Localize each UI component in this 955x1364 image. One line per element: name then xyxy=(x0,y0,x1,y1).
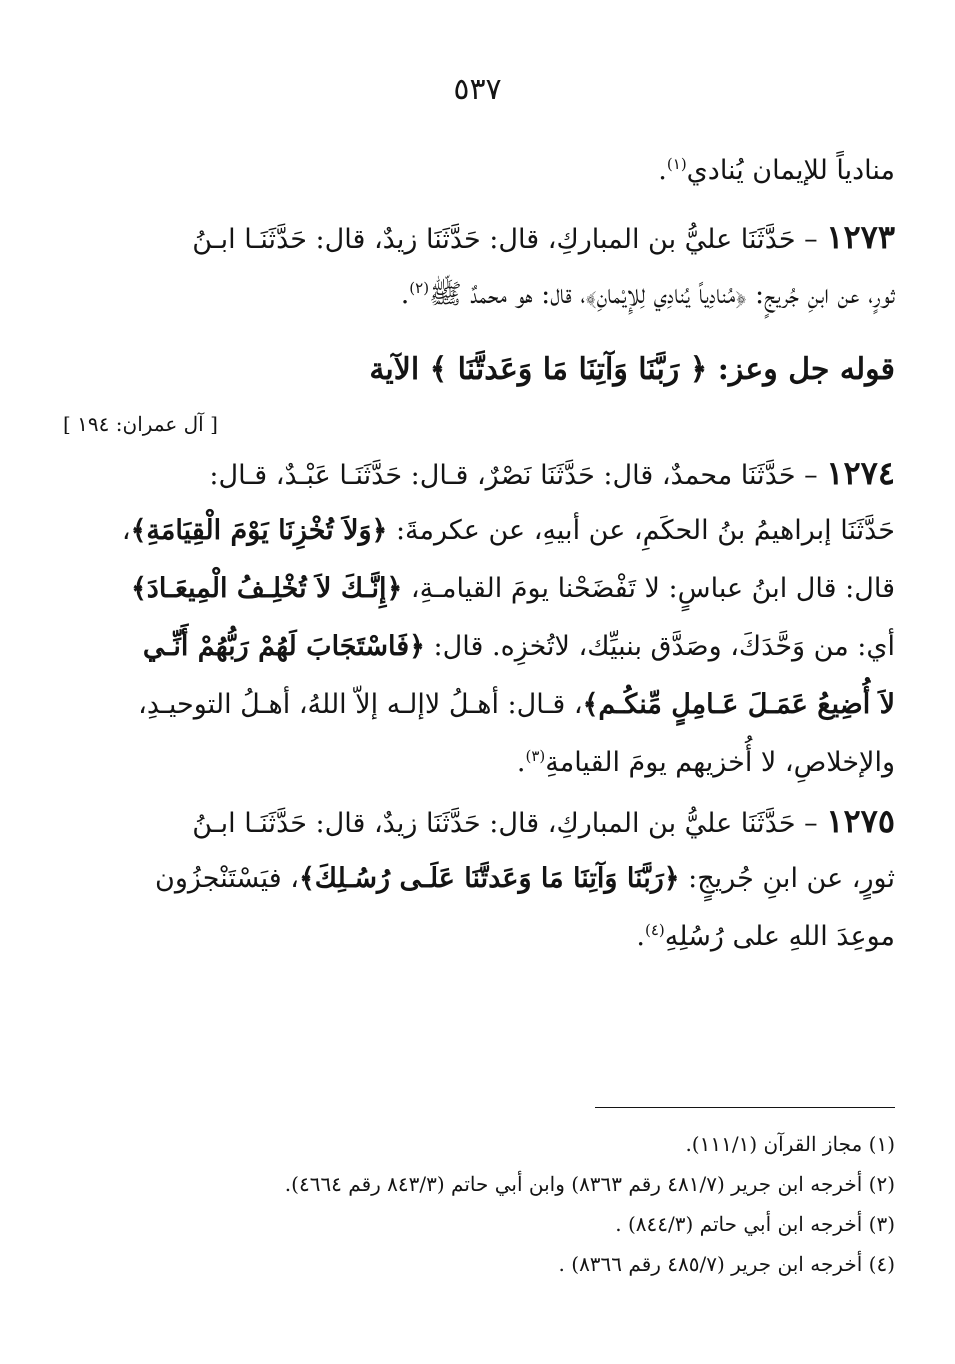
text-fragment: – حَدَّثَنَا عليُّ بن المباركِ، قال: حَدَّثَنَا زيدٌ، قال: حَدَّثَنَـا ابـنُ xyxy=(192,224,818,255)
footnote-marker: (١) xyxy=(666,155,687,173)
text-line xyxy=(63,444,895,502)
hadith-number: ١٢٧٣ xyxy=(826,218,895,256)
text-fragment: موعِدَ اللهِ على رُسُلِهِ xyxy=(664,921,895,952)
hadith-number: ١٢٧٥ xyxy=(826,802,895,840)
text-line xyxy=(63,142,895,200)
text-line xyxy=(63,792,895,850)
text-fragment: أي: من وَحَّدَكَ، وصَدَّق بنبيِّك، لاتُخزِه. قال: xyxy=(424,631,895,662)
quran-verse: لاَ أُضِيعُ عَمَـلَ عَـامِلٍ مِّنكُـم﴾ xyxy=(582,689,895,720)
text-fragment: ثورٍ، عن ابنِ جُريجٍ: ﴿مُنادِياً يُنادِي لِلإِيْمانِ﴾، قال: هو محمدٌ ﷺ xyxy=(429,279,895,310)
text-line xyxy=(63,560,895,618)
heading-verse: ﴿ رَبَّنَا وَآتِنَا مَا وَعَدتَّنَا ﴾ xyxy=(429,352,708,387)
footnote-marker: (٢) xyxy=(409,279,430,297)
text-line xyxy=(63,734,895,792)
text-line xyxy=(63,618,895,676)
footnotes xyxy=(63,1124,895,1284)
text-fragment: – حَدَّثَنَا عليُّ بن المباركِ، قال: حَدَّثَنَا زيدٌ، قال: حَدَّثَنَـا ابـنُ xyxy=(192,808,818,839)
text-fragment: . xyxy=(400,279,410,310)
text-fragment: . xyxy=(636,921,645,952)
heading-prefix: قوله جل وعز: xyxy=(707,352,895,387)
footnote: (١) مجاز القرآن (١١١/١). xyxy=(685,1132,895,1156)
quran-verse: ﴿رَبَّنَا وَآتِنَا مَا وَعَدتَّنَا عَلَـى رُسُـلِكَ﴾ xyxy=(298,863,680,894)
text-fragment: . xyxy=(516,747,526,778)
text-fragment: ، xyxy=(121,515,131,546)
text-fragment: والإخلاصِ، لا أُخزيهم يومَ القيامةِ xyxy=(545,747,895,778)
footnote-marker: (٣) xyxy=(525,747,546,765)
quran-verse: ﴿إِنَّـكَ لاَ تُخْلِـفُ الْمِيعَـادَ﴾ xyxy=(130,573,403,604)
hadith-number: ١٢٧٤ xyxy=(826,454,895,492)
text-line xyxy=(63,208,895,266)
text-line xyxy=(63,908,895,966)
text-line xyxy=(63,502,895,560)
text-fragment: حَدَّثَنَا إبراهيمُ بنُ الحكَمِ، عن أبيهِ، عن عكرمةَ: xyxy=(387,515,895,546)
text-fragment: ثورٍ، عن ابنِ جُريجٍ: xyxy=(679,863,895,894)
page-number: ٥٣٧ xyxy=(453,72,502,107)
heading-suffix: الآية xyxy=(369,352,430,387)
quran-verse: ﴿وَلاَ تُخْزِنَا يَوْمَ الْقِيَامَةِ﴾ xyxy=(130,515,388,546)
text-fragment: – حَدَّثَنَا محمدٌ، قال: حَدَّثَنَا نَصْرٌ، قـال: حَدَّثَنَـا عَبْـدٌ، قـال: xyxy=(209,460,818,491)
footnote: (٣) أخرجه ابن أبي حاتم (٨٤٤/٣) . xyxy=(615,1212,895,1236)
text-line xyxy=(63,266,895,324)
section-heading xyxy=(63,338,895,402)
text-line xyxy=(63,676,895,734)
text-fragment: ، قـال: أهـلُ لاإلـه إلاّ اللهُ، أهـلُ التوحيـدِ، xyxy=(138,689,583,720)
footnote-separator xyxy=(595,1107,895,1108)
text-fragment: قال: قال ابنُ عباسٍ: لا تَفْضَحْنا يومَ القيامـةِ، xyxy=(402,573,895,604)
main-text xyxy=(63,142,895,966)
verse-reference: [ آل عمران: ١٩٤ ] xyxy=(63,412,218,436)
text-line xyxy=(63,850,895,908)
footnote: (٢) أخرجه ابن جرير (٤٨١/٧ رقم ٨٣٦٣) وابن أبي حاتم (٨٤٣/٣ رقم ٤٦٦٤). xyxy=(284,1172,895,1196)
footnote-marker: (٤) xyxy=(645,921,665,939)
text-fragment: منادياً للإيمان يُنادي xyxy=(686,155,895,186)
quran-verse: ﴿فَاسْتَجَابَ لَهُمْ رَبُّهُمْ أَنِّـي xyxy=(142,631,425,662)
text-fragment: . xyxy=(658,155,667,186)
text-fragment: ، فيَسْتَنْجزُون xyxy=(155,863,299,894)
footnote: (٤) أخرجه ابن جرير (٤٨٥/٧ رقم ٨٣٦٦) . xyxy=(558,1252,895,1276)
